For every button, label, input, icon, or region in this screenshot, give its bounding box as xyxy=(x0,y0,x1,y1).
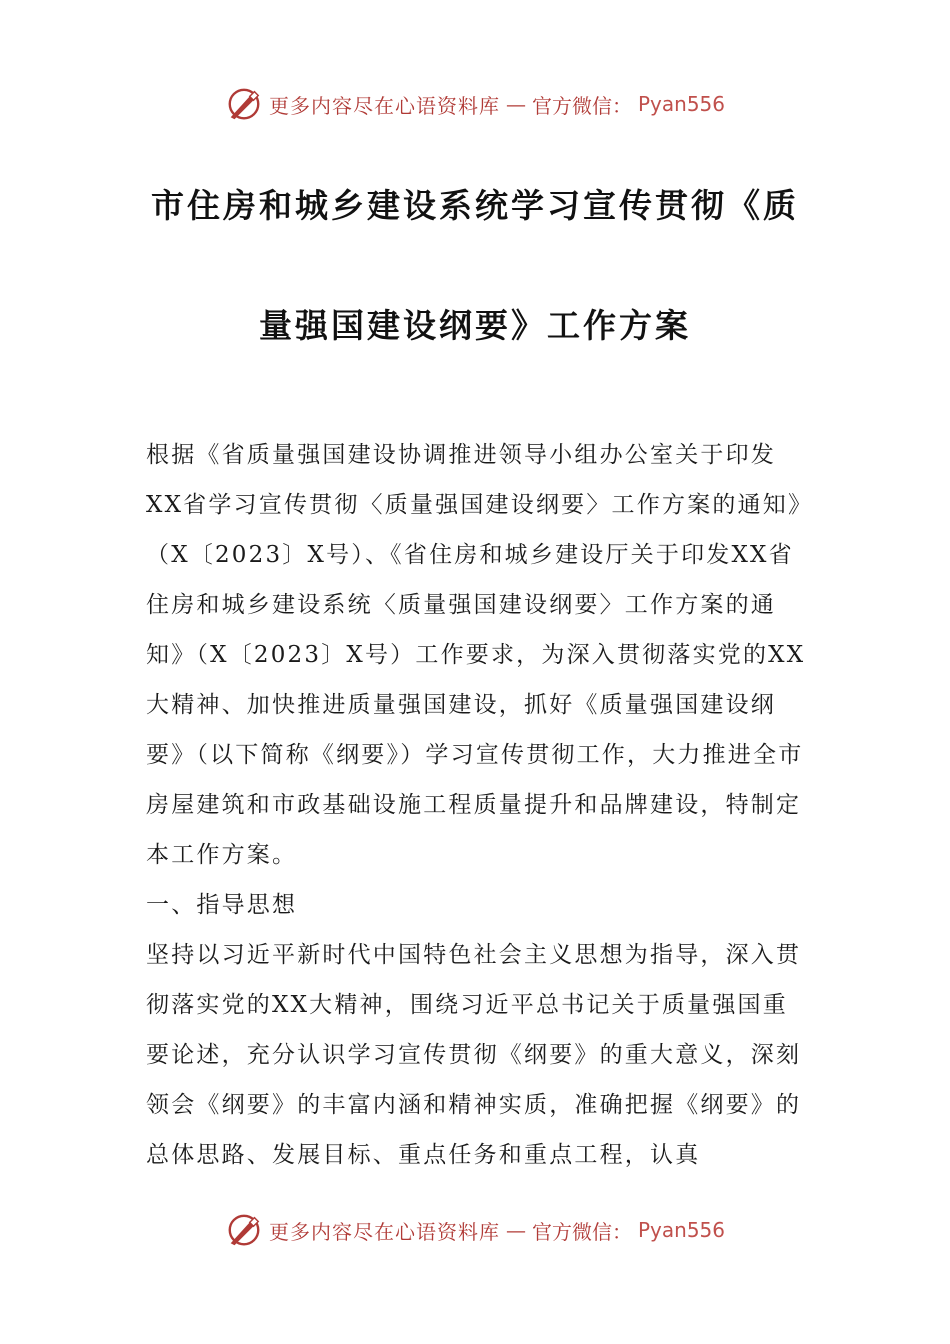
footer-watermark xyxy=(0,1210,950,1250)
watermark-wechat-label: 官方微信： xyxy=(531,1219,632,1244)
watermark-wechat-id: Pyan556 xyxy=(637,1218,725,1242)
section-1-heading: 一、指导思想 xyxy=(146,892,298,918)
watermark-brand: 更多内容尽在心语资料库 xyxy=(268,1219,500,1244)
pen-nib-logo-icon xyxy=(225,1211,263,1249)
watermark-brand: 更多内容尽在心语资料库 xyxy=(268,93,500,118)
document-title-line-2: 量强国建设纲要》工作方案 xyxy=(259,306,691,345)
watermark-wechat-id: Pyan556 xyxy=(637,92,725,116)
document-title-line-1: 市住房和城乡建设系统学习宣传贯彻《质 xyxy=(151,186,799,225)
watermark-dash: — xyxy=(505,92,526,116)
watermark-wechat-label: 官方微信： xyxy=(531,93,632,118)
watermark-dash: — xyxy=(505,1218,526,1242)
header-watermark xyxy=(0,84,950,124)
intro-paragraph: 根据《省质量强国建设协调推进领导小组办公室关于印发XX省学习宣传贯彻〈质量强国建设纲要〉工作方案的通知》（X〔2023〕X号）、《省住房和城乡建设厅关于印发XX省住房和城乡建设系统〈质量强国建设纲要〉工作方案的通知》（X〔2023〕X号）工作要求，为深入贯彻落实党的XX大精神、加快推进质量强国建设，抓好《质量强国建设纲要》（以下简称《纲要》）学习宣传贯彻工作，大力推进全市房屋建筑和市政基础设施工程质量提升和品牌建设，特制定本工作方案。 xyxy=(146,442,806,868)
document-body xyxy=(146,430,806,1180)
pen-nib-logo-icon xyxy=(225,85,263,123)
section-1-paragraph: 坚持以习近平新时代中国特色社会主义思想为指导，深入贯彻落实党的XX大精神，围绕习近平总书记关于质量强国重要论述，充分认识学习宣传贯彻《纲要》的重大意义，深刻领会《纲要》的丰富内涵和精神实质，准确把握《纲要》的总体思路、发展目标、重点任务和重点工程，认真 xyxy=(146,942,802,1168)
